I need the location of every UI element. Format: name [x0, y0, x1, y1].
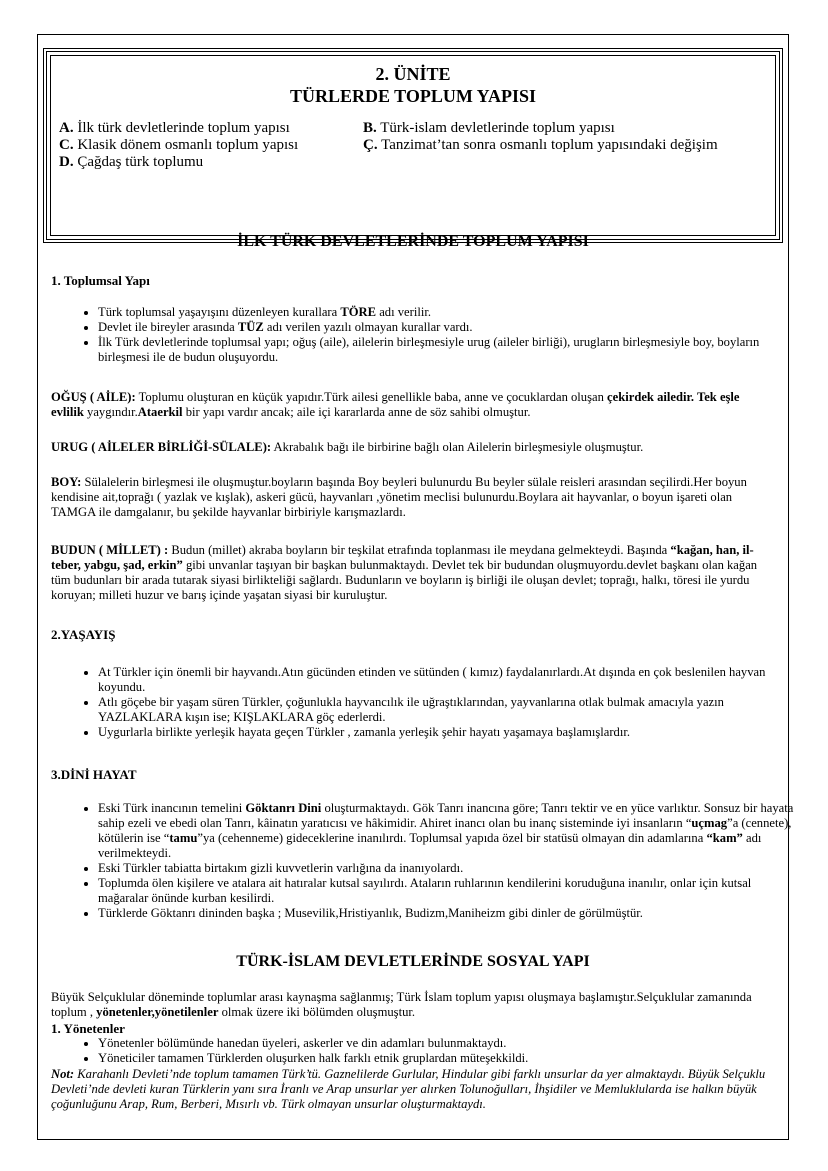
- dini-list: [78, 801, 798, 921]
- page-frame: [37, 34, 794, 1140]
- subheading-yasayis: 2.YAŞAYIŞ: [51, 627, 116, 642]
- list-item: • Devlet ile bireyler arasında TÜZ adı verilen yazılı olmayan kurallar vardı.: [98, 320, 798, 335]
- list-item: • Toplumda ölen kişilere ve atalara ait hatıralar kutsal sayılırdı. Ataların ruhlarının kendilerini koruduğuna inanılır, onlar için kutsal mağaralar önünde kurban kesilirdi.: [98, 876, 798, 906]
- toc-item-b: B. Türk-islam devletlerinde toplum yapısı: [363, 120, 615, 136]
- subheading-yonetenler: 1. Yönetenler: [51, 1021, 125, 1036]
- note-paragraph: Not: Karahanlı Devleti’nde toplum tamamen Türk’tü. Gaznelilerde Gurlular, Hindular gibi farklı unsurlar da yer almaktaydı. Büyük Selçuklu Devleti’nde devleti kuran Türklerin yanı sıra İranlı ve Arap unsurlar yer alırken Tolunoğulları, İhşidiler ve Memluklularda ise halkın büyük çoğunluğunu Arap, Rum, Berberi, Mısırlı vb. Türk olmayan unsurlar oluşturmaktaydı.: [51, 1067, 766, 1111]
- list-item: • Eski Türk inancının temelini Göktanrı Dini oluşturmaktaydı. Gök Tanrı inancına göre; Tanrı tektir ve en yüce varlıktır. Sonsuz bir hayata sahip ezeli ve ebedi olan Tanrı, kâinatın yaratıcısı ve hâkimidir. Ahiret inancı olan bu inanç sisteminde iyi insanların “uçmag”a (cennete), kötülerin ise “tamu”ya (cehenneme) gideceklerine inanılırdı. Toplumsal yapıda özel bir statüsü olmayan din adamlarına “kam” adı verilmekteydi.: [98, 801, 798, 861]
- section-heading-ilk-turk: İLK TÜRK DEVLETLERİNDE TOPLUM YAPISI: [237, 233, 589, 250]
- unit-contents: [59, 120, 767, 171]
- list-item: • At Türkler için önemli bir hayvandı.Atın gücünden etinden ve sütünden ( kımız) faydalanırlardı.At dışında en çok beslenilen hayvan koyundu.: [98, 665, 798, 695]
- unit-number: 2. ÜNİTE: [375, 64, 451, 84]
- paragraph-selcuklu-intro: Büyük Selçuklular döneminde toplumlar arası kaynaşma sağlanmış; Türk İslam toplum yapısı oluşmaya başlamıştır.Selçuklular zamanında toplum , yönetenler,yönetilenler olmak üzere iki bölümden oluşmuştur.: [51, 990, 752, 1019]
- paragraph-ogus: OĞUŞ ( AİLE): Toplumu oluşturan en küçük yapıdır.Türk ailesi genellikle baba, anne ve çocuklardan oluşan çekirdek ailedir. Tek eşle evlilik yaygındır.Ataerkil bir yapı vardır ancak; aile içi kararlarda anne de söz sahibi olmuştur.: [51, 390, 740, 419]
- list-item: • Yöneticiler tamamen Türklerden oluşurken halk farklı etnik gruplardan müteşekkildi.: [98, 1051, 798, 1066]
- toplumsal-list: [78, 305, 798, 365]
- subheading-dini-hayat: 3.DİNİ HAYAT: [51, 767, 137, 782]
- list-item: • Eski Türkler tabiatta birtakım gizli kuvvetlerin varlığına da inanıyolardı.: [98, 861, 798, 876]
- list-item: • İlk Türk devletlerinde toplumsal yapı; oğuş (aile), ailelerin birleşmesiyle urug (aileler birliği), urugların birleşmesiyle boy, boyların birleşmesi ile de budun oluşuyordu.: [98, 335, 798, 365]
- subheading-toplumsal-yapi: 1. Toplumsal Yapı: [51, 273, 150, 288]
- list-item: • Atlı göçebe bir yaşam süren Türkler, çoğunlukla hayvancılık ile uğraştıklarından, yayvanlarına otlak bulmak amacıyla yazın YAZLAKLARA kışın ise; KIŞLAKLARA göç ederlerdi.: [98, 695, 798, 725]
- section-heading-turk-islam: TÜRK-İSLAM DEVLETLERİNDE SOSYAL YAPI: [236, 953, 590, 970]
- toc-item-c: C. Klasik dönem osmanlı toplum yapısı: [59, 137, 299, 153]
- list-item: • Türklerde Göktanrı dininden başka ; Musevilik,Hristiyanlık, Budizm,Maniheizm gibi dinler de görülmüştür.: [98, 906, 798, 921]
- yonetenler-list: [78, 1036, 798, 1066]
- paragraph-budun: BUDUN ( MİLLET) : Budun (millet) akraba boyların bir teşkilat etrafında toplanması ile meydana gelmekteydi. Başında “kağan, han, il-teber, yabgu, şad, erkin” gibi unvanlar taşıyan bir başkan bulunmaktaydı. Devlet tek bir budundan oluşmuyordu.devlet başkanı olan kağan tüm budunları bir arada tutarak siyasi birlikteliği sağlardı. Budunların ve boyların iş birliği ile oluşan devlet; toprağı, halkı, töresi ile yurdu koruyan; milleti huzur ve barış içinde yaşatan siyasi bir kuruluştur.: [51, 543, 758, 602]
- unit-title: TÜRLERDE TOPLUM YAPISI: [289, 86, 537, 106]
- toc-item-d: D. Çağdaş türk toplumu: [59, 154, 204, 170]
- list-item: • Uygurlarla birlikte yerleşik hayata geçen Türkler , zamanla yerleşik şehir hayatı yaşamaya başlamışlardır.: [98, 725, 798, 740]
- toc-item-cc: Ç. Tanzimat’tan sonra osmanlı toplum yapısındaki değişim: [363, 137, 718, 153]
- yasayis-list: [78, 665, 798, 740]
- unit-header-box: [43, 48, 783, 243]
- toc-item-a: A. İlk türk devletlerinde toplum yapısı: [59, 120, 290, 136]
- list-item: • Türk toplumsal yaşayışını düzenleyen kurallara TÖRE adı verilir.: [98, 305, 798, 320]
- paragraph-boy: BOY: Sülalelerin birleşmesi ile oluşmuştur.boyların başında Boy beyleri bulunurdu Bu beyler sülale reisleri arasından seçilirdi.Her boyun kendisine ait,toprağı ( yazlak ve kışlak), askeri gücü, hayvanları ,yönetim meclisi bulunurdu.Boylara ait hayvanlar, o boyun işareti olan TAMGA ile damgalanır, bu şekilde hayvanlar birbiriyle karışmazlardı.: [51, 475, 747, 519]
- paragraph-urug: URUG ( AİLELER BİRLİĞİ-SÜLALE): Akrabalık bağı ile birbirine bağlı olan Ailelerin birleşmesiyle oluşmuştur.: [51, 440, 644, 454]
- list-item: • Yönetenler bölümünde hanedan üyeleri, askerler ve din adamları bulunmaktaydı.: [98, 1036, 798, 1051]
